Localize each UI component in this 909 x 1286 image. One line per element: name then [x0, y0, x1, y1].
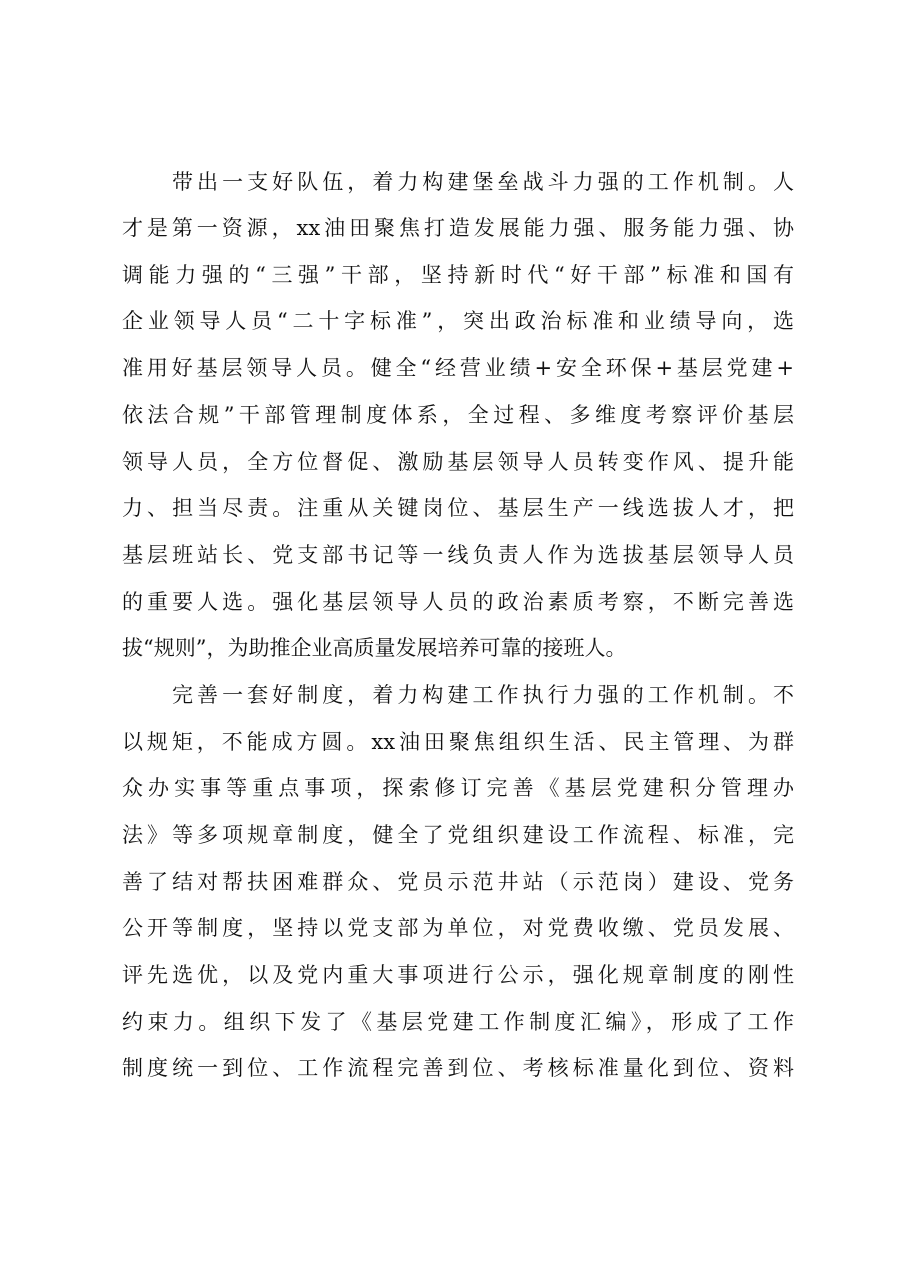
paragraph-1-line-5: 准用好基层领导人员。健全“经营业绩+安全环保+基层党建+ — [122, 356, 794, 380]
paragraph-2-line-1: 完善一套好制度，着力构建工作执行力强的工作机制。不 — [172, 683, 794, 707]
paragraph-2-line-2: 以规矩，不能成方圆。xx油田聚焦组织生活、民主管理、为群 — [122, 730, 794, 754]
paragraph-1-line-1: 带出一支好队伍，着力构建堡垒战斗力强的工作机制。人 — [172, 170, 794, 194]
paragraph-2-line-9: 制度统一到位、工作流程完善到位、考核标准量化到位、资料 — [122, 1056, 794, 1080]
paragraph-1-line-11: 拔“规则”，为助推企业高质量发展培养可靠的接班人。 — [122, 636, 627, 660]
paragraph-1-line-3: 调能力强的“三强”干部，坚持新时代“好干部”标准和国有 — [122, 263, 794, 287]
paragraph-1-line-8: 力、担当尽责。注重从关键岗位、基层生产一线选拔人才，把 — [122, 496, 794, 520]
paragraph-1-line-9: 基层班站长、党支部书记等一线负责人作为选拔基层领导人员 — [122, 543, 794, 567]
paragraph-2-line-3: 众办实事等重点事项，探索修订完善《基层党建积分管理办 — [122, 776, 794, 800]
paragraph-1-line-6: 依法合规”干部管理制度体系，全过程、多维度考察评价基层 — [122, 403, 794, 427]
paragraph-2-line-7: 评先选优，以及党内重大事项进行公示，强化规章制度的刚性 — [122, 963, 794, 987]
paragraph-2-line-4: 法》等多项规章制度，健全了党组织建设工作流程、标准，完 — [122, 823, 794, 847]
paragraph-2-line-8: 约束力。组织下发了《基层党建工作制度汇编》，形成了工作 — [122, 1010, 794, 1034]
paragraph-2-line-5: 善了结对帮扶困难群众、党员示范井站（示范岗）建设、党务 — [122, 870, 794, 894]
paragraph-1-line-7: 领导人员，全方位督促、激励基层领导人员转变作风、提升能 — [122, 450, 794, 474]
paragraph-1-line-10: 的重要人选。强化基层领导人员的政治素质考察，不断完善选 — [122, 590, 794, 614]
paragraph-1-line-4: 企业领导人员“二十字标准”，突出政治标准和业绩导向，选 — [122, 309, 794, 333]
paragraph-2-line-6: 公开等制度，坚持以党支部为单位，对党费收缴、党员发展、 — [122, 916, 794, 940]
paragraph-1-line-2: 才是第一资源，xx油田聚焦打造发展能力强、服务能力强、协 — [122, 216, 794, 240]
